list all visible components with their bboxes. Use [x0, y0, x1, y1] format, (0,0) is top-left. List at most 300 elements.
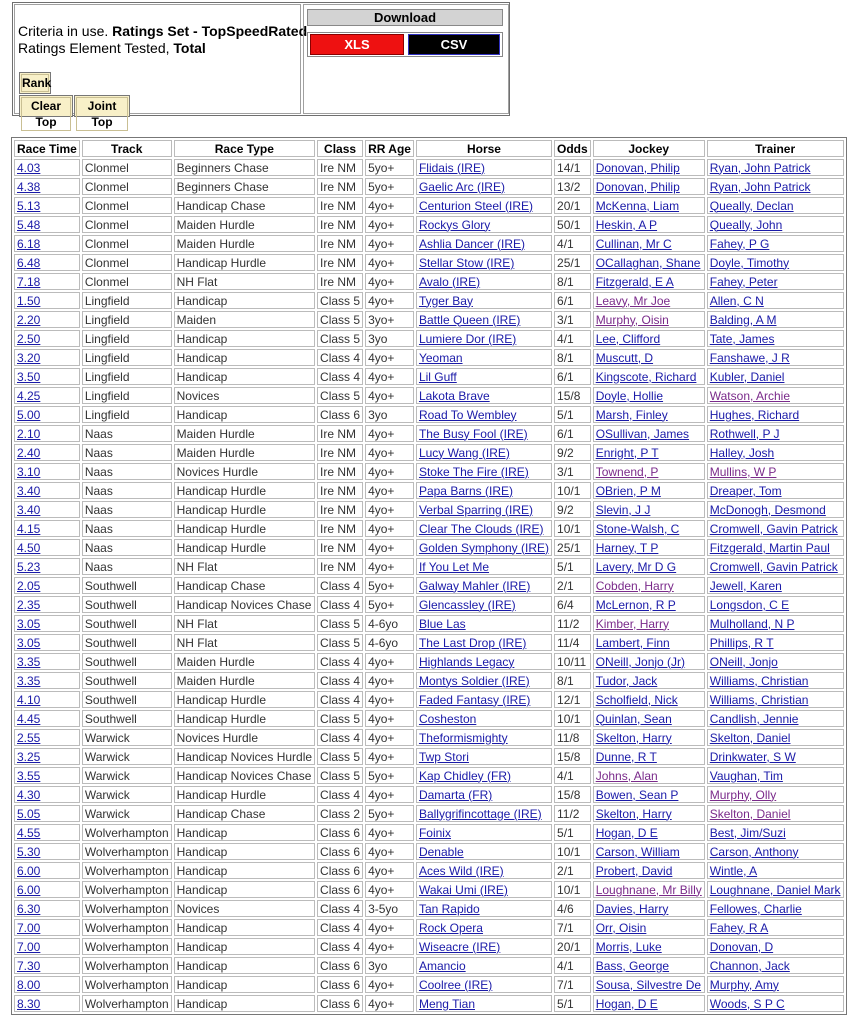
race-time-link[interactable]: 4.55: [17, 825, 41, 840]
horse-link[interactable]: Wiseacre (IRE): [418, 939, 501, 954]
jockey-link[interactable]: Doyle, Hollie: [595, 388, 664, 403]
trainer-link[interactable]: Doyle, Timothy: [709, 255, 790, 270]
race-time-link[interactable]: 5.48: [17, 217, 41, 232]
trainer-link[interactable]: Queally, John: [709, 217, 783, 232]
header-trainer[interactable]: Trainer: [707, 140, 844, 157]
race-time-link[interactable]: 4.25: [17, 388, 41, 403]
horse-link[interactable]: Lumiere Dor (IRE): [418, 331, 517, 346]
jockey-link[interactable]: Cullinan, Mr C: [595, 236, 672, 251]
jockey-link[interactable]: Murphy, Oisin: [595, 312, 669, 327]
jockey-link[interactable]: Lavery, Mr D G: [595, 559, 677, 574]
jockey-link[interactable]: OCallaghan, Shane: [595, 255, 701, 270]
race-time-link[interactable]: 4.50: [17, 540, 41, 555]
jockey-link[interactable]: Muscutt, D: [595, 350, 654, 365]
table-row: [14, 957, 844, 974]
track-cell: Southwell: [82, 634, 172, 651]
race-type-cell: Handicap: [174, 292, 315, 309]
odds-cell: 14/1: [554, 159, 591, 176]
horse-link[interactable]: Clear The Clouds (IRE): [418, 521, 544, 536]
horse-link[interactable]: The Last Drop (IRE): [418, 635, 527, 650]
class-cell: Class 6: [317, 976, 363, 993]
table-row: [14, 482, 844, 499]
race-time-link[interactable]: 8.00: [17, 977, 41, 992]
jockey-link[interactable]: OSullivan, James: [595, 426, 690, 441]
jockey-link[interactable]: Johns, Alan: [595, 768, 658, 783]
trainer-link[interactable]: Skelton, Daniel: [709, 806, 791, 821]
race-time-link[interactable]: 7.18: [17, 274, 41, 289]
horse-link[interactable]: Centurion Steel (IRE): [418, 198, 533, 213]
trainer-link[interactable]: Phillips, R T: [709, 635, 774, 650]
jockey-link[interactable]: Bowen, Sean P: [595, 787, 679, 802]
horse-link[interactable]: If You Let Me: [418, 559, 490, 574]
trainer-link[interactable]: Rothwell, P J: [709, 426, 780, 441]
race-type-cell: Beginners Chase: [174, 178, 315, 195]
race-time-cell: [14, 539, 80, 556]
jockey-link[interactable]: ONeill, Jonjo (Jr): [595, 654, 686, 669]
jockey-cell: [593, 254, 705, 271]
trainer-link[interactable]: Watson, Archie: [709, 388, 791, 403]
trainer-link[interactable]: Fahey, Peter: [709, 274, 778, 289]
jockey-link[interactable]: Harney, T P: [595, 540, 659, 555]
header-rr-age[interactable]: RR Age: [365, 140, 414, 157]
track-cell: Warwick: [82, 748, 172, 765]
race-time-link[interactable]: 2.05: [17, 578, 41, 593]
race-time-link[interactable]: 4.10: [17, 692, 41, 707]
race-time-link[interactable]: 5.00: [17, 407, 41, 422]
horse-link[interactable]: Ballygrifincottage (IRE): [418, 806, 542, 821]
rr-age-cell: 3yo: [365, 957, 414, 974]
horse-cell: [416, 862, 552, 879]
race-time-link[interactable]: 3.25: [17, 749, 41, 764]
race-time-cell: [14, 387, 80, 404]
trainer-link[interactable]: Cromwell, Gavin Patrick: [709, 559, 838, 574]
trainer-link[interactable]: Hughes, Richard: [709, 407, 800, 422]
trainer-link[interactable]: Ryan, John Patrick: [709, 179, 811, 194]
class-cell: Class 6: [317, 406, 363, 423]
jockey-link[interactable]: Skelton, Harry: [595, 730, 672, 745]
jockey-link[interactable]: Morris, Luke: [595, 939, 662, 954]
trainer-link[interactable]: Balding, A M: [709, 312, 777, 327]
race-time-link[interactable]: 3.35: [17, 654, 41, 669]
trainer-link[interactable]: Fellowes, Charlie: [709, 901, 802, 916]
trainer-link[interactable]: Williams, Christian: [709, 673, 809, 688]
jockey-link[interactable]: Kingscote, Richard: [595, 369, 697, 384]
horse-link[interactable]: Road To Wembley: [418, 407, 517, 422]
trainer-link[interactable]: Ryan, John Patrick: [709, 160, 811, 175]
trainer-cell: [707, 577, 844, 594]
race-time-cell: [14, 596, 80, 613]
jockey-link[interactable]: Lambert, Finn: [595, 635, 670, 650]
jockey-link[interactable]: Stone-Walsh, C: [595, 521, 680, 536]
results-table: [11, 137, 847, 1015]
class-cell: Ire NM: [317, 197, 363, 214]
jockey-link[interactable]: Davies, Harry: [595, 901, 669, 916]
race-time-cell: [14, 558, 80, 575]
trainer-link[interactable]: Murphy, Amy: [709, 977, 779, 992]
trainer-link[interactable]: Cromwell, Gavin Patrick: [709, 521, 838, 536]
track-cell: Lingfield: [82, 330, 172, 347]
track-cell: Naas: [82, 558, 172, 575]
race-time-link[interactable]: 5.05: [17, 806, 41, 821]
race-time-cell: [14, 254, 80, 271]
race-time-link[interactable]: 6.00: [17, 882, 41, 897]
horse-link[interactable]: Lakota Brave: [418, 388, 490, 403]
rr-age-cell: 4yo+: [365, 197, 414, 214]
trainer-link[interactable]: Best, Jim/Suzi: [709, 825, 786, 840]
horse-link[interactable]: Glencassley (IRE): [418, 597, 516, 612]
trainer-link[interactable]: Halley, Josh: [709, 445, 775, 460]
trainer-cell: [707, 406, 844, 423]
jockey-link[interactable]: Marsh, Finley: [595, 407, 668, 422]
horse-link[interactable]: Aces Wild (IRE): [418, 863, 504, 878]
race-time-link[interactable]: 2.55: [17, 730, 41, 745]
rank-button[interactable]: Rank: [19, 72, 51, 94]
header-jockey[interactable]: Jockey: [593, 140, 705, 157]
jockey-cell: [593, 843, 705, 860]
trainer-link[interactable]: Fanshawe, J R: [709, 350, 790, 365]
horse-link[interactable]: Montys Soldier (IRE): [418, 673, 530, 688]
jockey-link[interactable]: Cobden, Harry: [595, 578, 674, 593]
clear-top-button[interactable]: Clear Top: [19, 95, 73, 117]
track-cell: Clonmel: [82, 178, 172, 195]
race-time-link[interactable]: 3.05: [17, 616, 41, 631]
jockey-cell: [593, 805, 705, 822]
rr-age-cell: 4yo+: [365, 292, 414, 309]
jockey-link[interactable]: Probert, David: [595, 863, 673, 878]
track-cell: Southwell: [82, 672, 172, 689]
track-cell: Southwell: [82, 691, 172, 708]
jockey-link[interactable]: Leavy, Mr Joe: [595, 293, 671, 308]
race-type-cell: Novices Hurdle: [174, 463, 315, 480]
header-race-type[interactable]: Race Type: [174, 140, 315, 157]
class-cell: Ire NM: [317, 235, 363, 252]
trainer-cell: [707, 558, 844, 575]
trainer-link[interactable]: Wintle, A: [709, 863, 758, 878]
horse-link[interactable]: Lil Guff: [418, 369, 457, 384]
trainer-link[interactable]: Longsdon, C E: [709, 597, 790, 612]
race-time-link[interactable]: 5.13: [17, 198, 41, 213]
horse-cell: [416, 767, 552, 784]
jockey-link[interactable]: Slevin, J J: [595, 502, 651, 517]
jockey-link[interactable]: McKenna, Liam: [595, 198, 680, 213]
class-cell: Class 4: [317, 919, 363, 936]
race-type-cell: Handicap: [174, 824, 315, 841]
track-cell: Wolverhampton: [82, 957, 172, 974]
jockey-cell: [593, 178, 705, 195]
horse-link[interactable]: Tan Rapido: [418, 901, 480, 916]
trainer-cell: [707, 387, 844, 404]
jockey-link[interactable]: Skelton, Harry: [595, 806, 672, 821]
trainer-link[interactable]: Fahey, R A: [709, 920, 769, 935]
trainer-link[interactable]: Allen, C N: [709, 293, 764, 308]
race-time-link[interactable]: 6.18: [17, 236, 41, 251]
criteria-text: [18, 23, 307, 57]
horse-link[interactable]: Theformismighty: [418, 730, 508, 745]
race-time-link[interactable]: 3.35: [17, 673, 41, 688]
jockey-link[interactable]: Kimber, Harry: [595, 616, 670, 631]
race-time-link[interactable]: 8.30: [17, 996, 41, 1011]
race-time-link[interactable]: 7.00: [17, 939, 41, 954]
track-cell: Clonmel: [82, 235, 172, 252]
rr-age-cell: 4-6yo: [365, 634, 414, 651]
header-odds[interactable]: Odds: [554, 140, 591, 157]
trainer-link[interactable]: Woods, S P C: [709, 996, 785, 1011]
trainer-cell: [707, 995, 844, 1012]
trainer-cell: [707, 748, 844, 765]
track-cell: Clonmel: [82, 159, 172, 176]
horse-link[interactable]: Stellar Stow (IRE): [418, 255, 515, 270]
jockey-link[interactable]: Quinlan, Sean: [595, 711, 672, 726]
trainer-link[interactable]: ONeill, Jonjo: [709, 654, 778, 669]
race-time-link[interactable]: 7.30: [17, 958, 41, 973]
horse-link[interactable]: Meng Tian: [418, 996, 475, 1011]
jockey-link[interactable]: Sousa, Silvestre De: [595, 977, 702, 992]
race-time-link[interactable]: 4.30: [17, 787, 41, 802]
table-row: [14, 197, 844, 214]
trainer-link[interactable]: Vaughan, Tim: [709, 768, 783, 783]
trainer-cell: [707, 824, 844, 841]
race-time-cell: [14, 919, 80, 936]
odds-cell: 5/1: [554, 995, 591, 1012]
race-type-cell: Maiden: [174, 311, 315, 328]
horse-link[interactable]: Tyger Bay: [418, 293, 473, 308]
horse-link[interactable]: Wakai Umi (IRE): [418, 882, 508, 897]
race-time-link[interactable]: 5.23: [17, 559, 41, 574]
track-cell: Clonmel: [82, 254, 172, 271]
jockey-link[interactable]: Townend, P: [595, 464, 659, 479]
horse-link[interactable]: Gaelic Arc (IRE): [418, 179, 505, 194]
trainer-link[interactable]: Fitzgerald, Martin Paul: [709, 540, 830, 555]
horse-link[interactable]: Coolree (IRE): [418, 977, 493, 992]
horse-cell: [416, 273, 552, 290]
horse-link[interactable]: Yeoman: [418, 350, 463, 365]
rr-age-cell: 4yo+: [365, 539, 414, 556]
header-horse[interactable]: Horse: [416, 140, 552, 157]
trainer-link[interactable]: Fahey, P G: [709, 236, 770, 251]
csv-download-button[interactable]: CSV: [408, 34, 500, 55]
jockey-link[interactable]: Heskin, A P: [595, 217, 658, 232]
trainer-link[interactable]: Carson, Anthony: [709, 844, 799, 859]
table-row: [14, 368, 844, 385]
class-cell: Class 6: [317, 843, 363, 860]
jockey-link[interactable]: Loughnane, Mr Billy: [595, 882, 702, 897]
jockey-link[interactable]: Carson, William: [595, 844, 680, 859]
trainer-link[interactable]: Murphy, Olly: [709, 787, 777, 802]
jockey-cell: [593, 995, 705, 1012]
trainer-cell: [707, 330, 844, 347]
trainer-link[interactable]: Drinkwater, S W: [709, 749, 796, 764]
trainer-link[interactable]: Kubler, Daniel: [709, 369, 785, 384]
jockey-link[interactable]: Hogan, D E: [595, 996, 658, 1011]
jockey-link[interactable]: Hogan, D E: [595, 825, 658, 840]
joint-top-button[interactable]: Joint Top: [74, 95, 130, 117]
race-time-link[interactable]: 4.38: [17, 179, 41, 194]
track-cell: Southwell: [82, 653, 172, 670]
race-time-link[interactable]: 4.15: [17, 521, 41, 536]
trainer-link[interactable]: Tate, James: [709, 331, 775, 346]
table-row: [14, 938, 844, 955]
jockey-link[interactable]: Donovan, Philip: [595, 179, 680, 194]
jockey-link[interactable]: Orr, Oisin: [595, 920, 647, 935]
rr-age-cell: 4yo+: [365, 558, 414, 575]
race-time-link[interactable]: 3.40: [17, 483, 41, 498]
race-time-link[interactable]: 2.50: [17, 331, 41, 346]
table-row: [14, 159, 844, 176]
trainer-link[interactable]: Donovan, D: [709, 939, 774, 954]
trainer-cell: [707, 786, 844, 803]
horse-link[interactable]: Rockys Glory: [418, 217, 491, 232]
track-cell: Lingfield: [82, 406, 172, 423]
race-time-link[interactable]: 3.40: [17, 502, 41, 517]
race-time-cell: [14, 482, 80, 499]
race-time-link[interactable]: 3.50: [17, 369, 41, 384]
jockey-link[interactable]: McLernon, R P: [595, 597, 676, 612]
jockey-link[interactable]: Bass, George: [595, 958, 670, 973]
trainer-link[interactable]: Dreaper, Tom: [709, 483, 782, 498]
odds-cell: 10/1: [554, 881, 591, 898]
track-cell: Naas: [82, 425, 172, 442]
jockey-link[interactable]: Enright, P T: [595, 445, 659, 460]
race-time-link[interactable]: 2.40: [17, 445, 41, 460]
track-cell: Warwick: [82, 805, 172, 822]
trainer-link[interactable]: Jewell, Karen: [709, 578, 782, 593]
race-type-cell: Handicap: [174, 938, 315, 955]
race-time-link[interactable]: 3.20: [17, 350, 41, 365]
trainer-link[interactable]: Queally, Declan: [709, 198, 794, 213]
jockey-link[interactable]: Fitzgerald, E A: [595, 274, 674, 289]
jockey-link[interactable]: Lee, Clifford: [595, 331, 661, 346]
xls-download-button[interactable]: XLS: [310, 34, 404, 55]
horse-link[interactable]: Cosheston: [418, 711, 477, 726]
track-cell: Warwick: [82, 729, 172, 746]
horse-link[interactable]: Twp Stori: [418, 749, 469, 764]
horse-link[interactable]: Damarta (FR): [418, 787, 493, 802]
trainer-cell: [707, 292, 844, 309]
trainer-link[interactable]: Loughnane, Daniel Mark: [709, 882, 841, 897]
jockey-cell: [593, 159, 705, 176]
horse-link[interactable]: Flidais (IRE): [418, 160, 485, 175]
jockey-cell: [593, 501, 705, 518]
horse-link[interactable]: Stoke The Fire (IRE): [418, 464, 529, 479]
class-cell: Ire NM: [317, 216, 363, 233]
race-time-link[interactable]: 2.35: [17, 597, 41, 612]
race-time-link[interactable]: 2.20: [17, 312, 41, 327]
race-time-link[interactable]: 2.10: [17, 426, 41, 441]
table-row: [14, 824, 844, 841]
odds-cell: 9/2: [554, 444, 591, 461]
horse-link[interactable]: Highlands Legacy: [418, 654, 515, 669]
trainer-link[interactable]: Channon, Jack: [709, 958, 790, 973]
trainer-link[interactable]: Williams, Christian: [709, 692, 809, 707]
class-cell: Class 5: [317, 767, 363, 784]
race-time-link[interactable]: 6.48: [17, 255, 41, 270]
rr-age-cell: 4yo+: [365, 482, 414, 499]
header-class[interactable]: Class: [317, 140, 363, 157]
race-type-cell: Handicap Chase: [174, 197, 315, 214]
table-row: [14, 577, 844, 594]
horse-link[interactable]: The Busy Fool (IRE): [418, 426, 528, 441]
track-cell: Wolverhampton: [82, 976, 172, 993]
table-row: [14, 862, 844, 879]
header-track[interactable]: Track: [82, 140, 172, 157]
horse-link[interactable]: Golden Symphony (IRE): [418, 540, 550, 555]
race-time-link[interactable]: 4.03: [17, 160, 41, 175]
race-type-cell: Maiden Hurdle: [174, 216, 315, 233]
jockey-link[interactable]: Dunne, R T: [595, 749, 657, 764]
race-time-link[interactable]: 3.55: [17, 768, 41, 783]
jockey-link[interactable]: Tudor, Jack: [595, 673, 658, 688]
horse-link[interactable]: Papa Barns (IRE): [418, 483, 513, 498]
odds-cell: 2/1: [554, 577, 591, 594]
header-race-time[interactable]: Race Time: [14, 140, 80, 157]
horse-link[interactable]: Galway Mahler (IRE): [418, 578, 531, 593]
horse-link[interactable]: Foinix: [418, 825, 451, 840]
race-type-cell: Maiden Hurdle: [174, 235, 315, 252]
jockey-cell: [593, 273, 705, 290]
trainer-link[interactable]: McDonogh, Desmond: [709, 502, 826, 517]
race-time-cell: [14, 672, 80, 689]
horse-link[interactable]: Blue Las: [418, 616, 466, 631]
horse-link[interactable]: Rock Opera: [418, 920, 483, 935]
race-time-link[interactable]: 3.10: [17, 464, 41, 479]
horse-link[interactable]: Denable: [418, 844, 464, 859]
horse-link[interactable]: Amancio: [418, 958, 466, 973]
race-time-link[interactable]: 7.00: [17, 920, 41, 935]
race-time-cell: [14, 501, 80, 518]
race-time-link[interactable]: 1.50: [17, 293, 41, 308]
odds-cell: 4/1: [554, 957, 591, 974]
race-time-cell: [14, 425, 80, 442]
horse-link[interactable]: Avalo (IRE): [418, 274, 481, 289]
horse-link[interactable]: Verbal Sparring (IRE): [418, 502, 533, 517]
table-row: [14, 292, 844, 309]
trainer-link[interactable]: Mullins, W P: [709, 464, 777, 479]
horse-link[interactable]: Battle Queen (IRE): [418, 312, 521, 327]
trainer-link[interactable]: Candlish, Jennie: [709, 711, 799, 726]
class-cell: Class 5: [317, 292, 363, 309]
race-time-link[interactable]: 4.45: [17, 711, 41, 726]
jockey-link[interactable]: Donovan, Philip: [595, 160, 680, 175]
class-cell: Ire NM: [317, 539, 363, 556]
track-cell: Lingfield: [82, 311, 172, 328]
race-time-cell: [14, 710, 80, 727]
horse-link[interactable]: Lucy Wang (IRE): [418, 445, 510, 460]
horse-cell: [416, 786, 552, 803]
criteria-box: [14, 4, 308, 129]
class-cell: Class 4: [317, 349, 363, 366]
race-time-link[interactable]: 3.05: [17, 635, 41, 650]
race-time-link[interactable]: 5.30: [17, 844, 41, 859]
jockey-link[interactable]: Scholfield, Nick: [595, 692, 678, 707]
horse-link[interactable]: Kap Chidley (FR): [418, 768, 511, 783]
horse-link[interactable]: Ashlia Dancer (IRE): [418, 236, 525, 251]
trainer-cell: [707, 425, 844, 442]
jockey-link[interactable]: OBrien, P M: [595, 483, 661, 498]
odds-cell: 6/1: [554, 292, 591, 309]
trainer-link[interactable]: Skelton, Daniel: [709, 730, 791, 745]
race-type-cell: Handicap: [174, 368, 315, 385]
track-cell: Wolverhampton: [82, 919, 172, 936]
horse-link[interactable]: Faded Fantasy (IRE): [418, 692, 531, 707]
race-time-link[interactable]: 6.00: [17, 863, 41, 878]
track-cell: Clonmel: [82, 197, 172, 214]
race-time-cell: [14, 349, 80, 366]
race-time-link[interactable]: 6.30: [17, 901, 41, 916]
trainer-link[interactable]: Mulholland, N P: [709, 616, 795, 631]
horse-cell: [416, 235, 552, 252]
criteria-element-prefix: Ratings Element Tested,: [18, 40, 174, 56]
jockey-cell: [593, 672, 705, 689]
